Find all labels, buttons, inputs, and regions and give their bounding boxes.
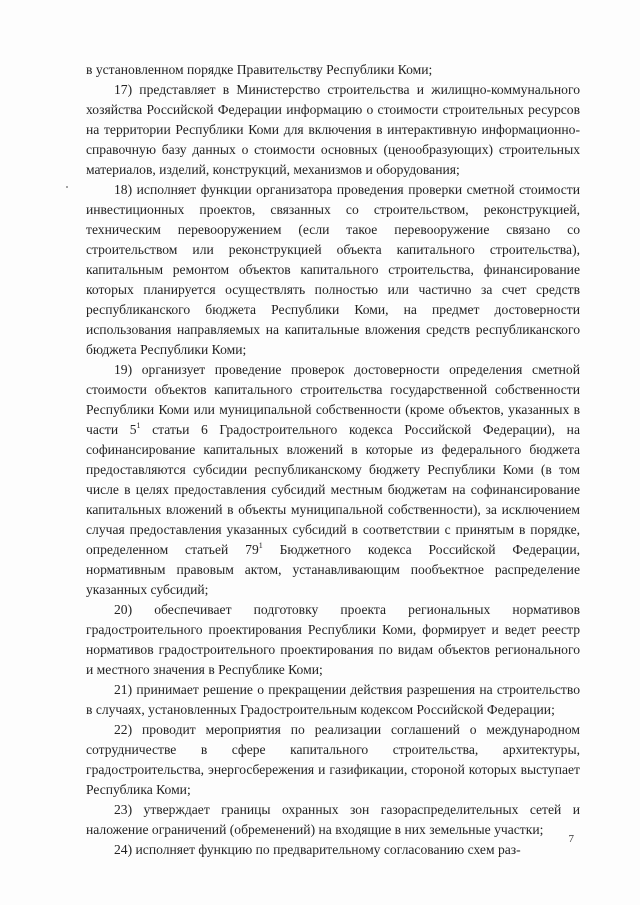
- scan-speck: [66, 186, 68, 188]
- page-number: 7: [568, 833, 574, 845]
- paragraph-19: [86, 360, 580, 600]
- paragraph-21: 21) принимает решение о прекращении действия разрешения на строительство в случаях, установленных Градостроительным кодексом Российской Федерации;: [86, 682, 580, 717]
- paragraph-22: 22) проводит мероприятия по реализации соглашений о международном сотрудничестве в сфере капитального строительства, архитектуры, градостроительства, энергосбережения и газификации, стороной которых выступает Республика Коми;: [86, 722, 580, 797]
- paragraph-19-part-1: 19) организует проведение проверок достоверности определения сметной стоимости объектов капитального строительства государственной собственности Республики Коми или муниципальной собственности (кроме объектов, указанных в части 5: [86, 362, 580, 437]
- document-body: [86, 60, 580, 860]
- paragraph-19-part-3: Бюджетного кодекса Российской Федерации, нормативным правовым актом, устанавливающим пообъектное распределение указанных субсидий;: [86, 542, 580, 597]
- paragraph-17: 17) представляет в Министерство строительства и жилищно-коммунального хозяйства Российской Федерации информацию о стоимости строительных ресурсов на территории Республики Коми для включения в интерактивную информационно-справочную базу данных о стоимости основных (ценообразующих) строительных материалов, изделий, конструкций, механизмов и оборудования;: [86, 82, 580, 177]
- paragraph-20: 20) обеспечивает подготовку проекта региональных нормативов градостроительного проектирования Республики Коми, формирует и ведет реестр нормативов градостроительного проектирования по видам объектов регионального и местного значения в Республике Коми;: [86, 602, 580, 677]
- paragraph-24: 24) исполняет функцию по предварительному согласованию схем раз-: [114, 842, 521, 857]
- paragraph-23: 23) утверждает границы охранных зон газораспределительных сетей и наложение ограничений (обременений) на входящие в них земельные участки;: [86, 802, 580, 837]
- paragraph-18: 18) исполняет функции организатора проведения проверки сметной стоимости инвестиционных проектов, связанных со строительством, реконструкцией, техническим перевооружением (если такое перевооружение связано со строительством или реконструкцией объекта капитального строительства), капитальным ремонтом объектов капитального строительства, финансирование которых планируется осуществлять полностью или частично за счет средств республиканского бюджета Республики Коми, на предмет достоверности использования направляемых на капитальные вложения средств республиканского бюджета Республики Коми;: [86, 182, 580, 357]
- superscript-1: 1: [136, 421, 141, 430]
- paragraph-continuation: в установленном порядке Правительству Республики Коми;: [86, 62, 433, 77]
- paragraph-19-part-2: статьи 6 Градостроительного кодекса Российской Федерации), на софинансирование капитальных вложений в которые из федерального бюджета предоставляются субсидии республиканскому бюджету Республики Коми (в том числе в целях предоставления субсидий местным бюджетам на софинансирование капитальных вложений в объекты муниципальной собственности), за исключением случая предоставления указанных субсидий в соответствии с принятым в порядке, определенном статьей 79: [86, 422, 580, 557]
- superscript-2: 1: [258, 541, 263, 550]
